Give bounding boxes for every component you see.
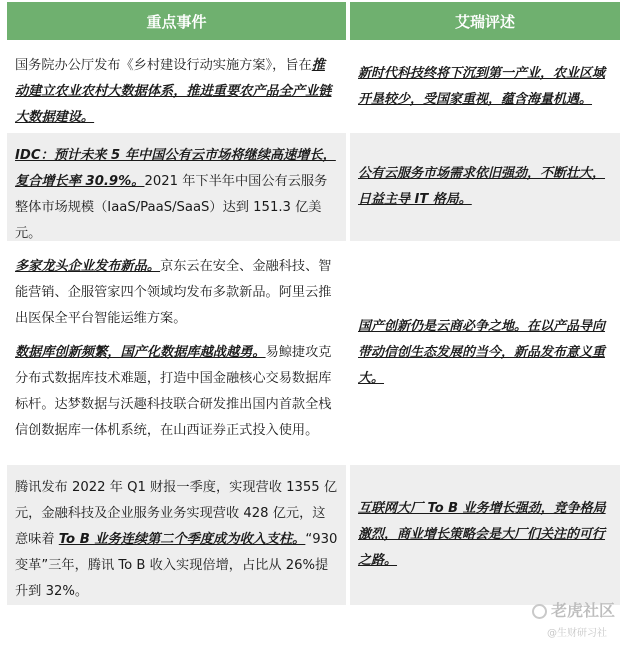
comment-cell: [350, 43, 620, 130]
event-cell: [7, 43, 346, 130]
event-cell: [7, 133, 346, 241]
watermark-sub: @生财研习社: [547, 628, 607, 639]
event-text: 腾讯发布 2022 年 Q1 财报一季度，实现营收 1355 亿元，金融科技及企业服务业务实现营收 428 亿元，这意味着: [15, 480, 338, 547]
event-highlight: 推动建立农业农村大数据体系，推进重要农产品全产业链大数据建设。: [15, 58, 332, 125]
event-highlight: 多家龙头企业发布新品。: [15, 259, 161, 274]
comment-cell: [350, 465, 620, 605]
comment-cell: [350, 133, 620, 241]
event-text: 2021 年下半年中国公有云服务整体市场规模（IaaS/PaaS/SaaS）达到 151.3 亿美元。: [15, 174, 328, 241]
comment-cell: [350, 244, 620, 462]
event-highlight: 数据库创新频繁，国产化数据库越战越勇。: [15, 345, 266, 360]
comment-text: 公有云服务市场需求依旧强劲，不断壮大，日益主导 IT 格局。: [358, 166, 606, 207]
table-header: [7, 2, 620, 40]
header-iresearch-comment: 艾瑞评述: [350, 2, 620, 40]
event-text: “930 变革”三年，腾讯 To B 收入实现倍增，占比从 26%提升到 32%。: [15, 532, 338, 599]
table-row: [7, 465, 620, 605]
watermark-text: 老虎社区: [551, 601, 616, 620]
event-text: 京东云在安全、金融科技、智能营销、企服管家四个领域均发布多款新品。阿里云推出医保全平台智能运维方案。: [15, 259, 332, 326]
event-cell: [7, 465, 346, 605]
event-highlight: IDC：预计未来 5 年中国公有云市场将继续高速增长，复合增长率 30.9%。: [15, 148, 336, 189]
event-paragraph: [15, 254, 338, 332]
header-key-events: 重点事件: [7, 2, 346, 40]
table-row: [7, 43, 620, 130]
watermark-main: [532, 598, 615, 621]
events-table: [7, 2, 620, 605]
event-cell: [7, 244, 346, 462]
comment-text: 国产创新仍是云商必争之地。在以产品导向带动信创生态发展的当今，新品发布意义重大。: [358, 319, 606, 386]
event-paragraph: [15, 340, 338, 444]
comment-text: 新时代科技终将下沉到第一产业，农业区域开垦较少，受国家重视，蕴含海量机遇。: [358, 65, 606, 107]
community-logo-icon: [532, 604, 547, 619]
comment-text: 互联网大厂 To B 业务增长强劲，竞争格局激烈，商业增长策略会是大厂们关注的可行之路。: [358, 501, 606, 568]
event-text: 易鲸捷攻克分布式数据库技术难题，打造中国金融核心交易数据库标杆。达梦数据与沃趣科技联合研发推出国内首款全栈信创数据库一体机系统，在山西证券正式投入使用。: [15, 345, 332, 438]
event-text: 国务院办公厅发布《乡村建设行动实施方案》，旨在: [15, 58, 312, 73]
table-row: [7, 244, 620, 462]
event-highlight: To B 业务连续第二个季度成为收入支柱。: [58, 532, 306, 547]
table-row: [7, 133, 620, 241]
